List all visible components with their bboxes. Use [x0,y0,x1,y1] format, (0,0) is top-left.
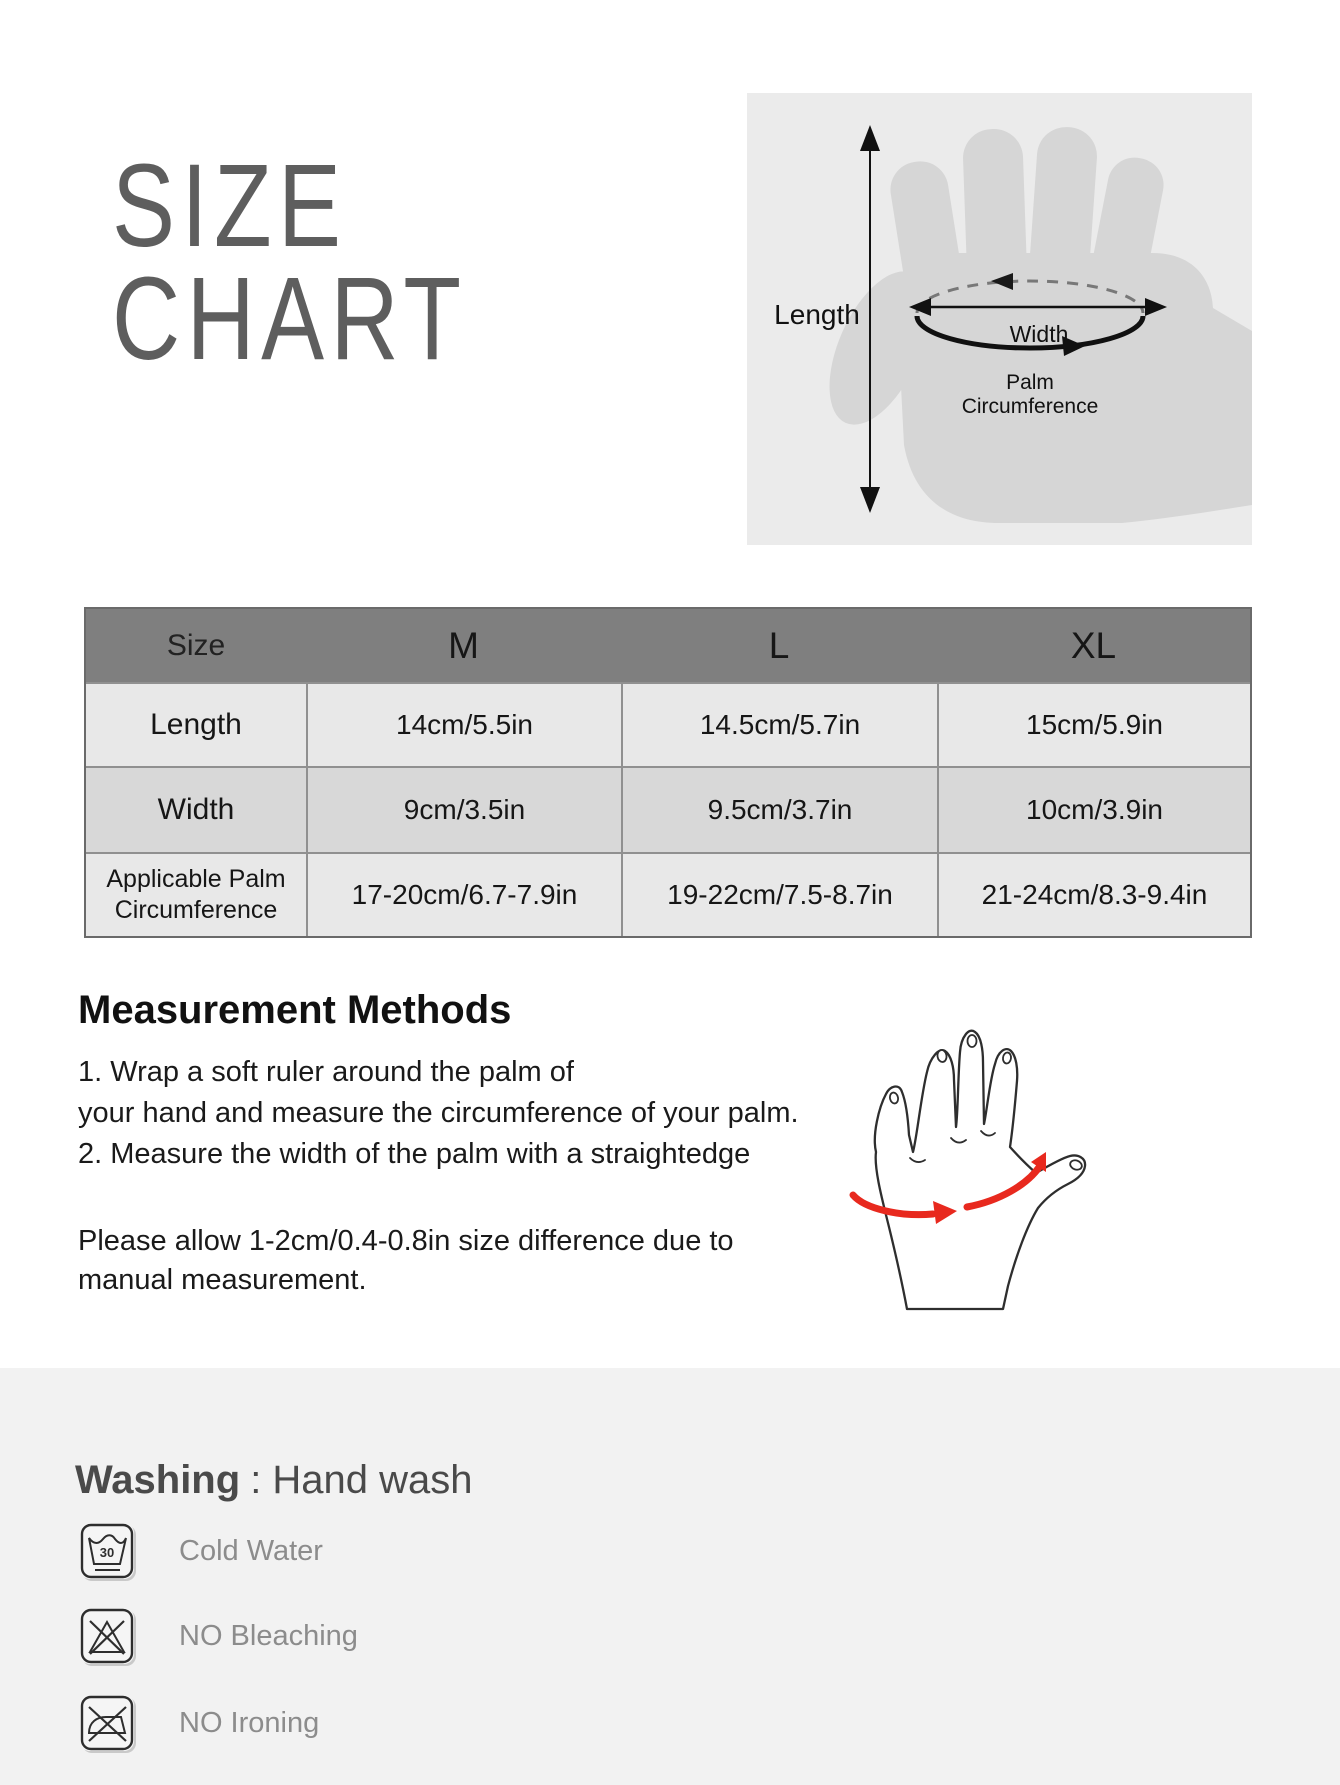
table-cell-palm-m: 17-20cm/6.7-7.9in [306,852,621,936]
care-label-no-bleaching: NO Bleaching [179,1619,358,1652]
measurement-note-line2: manual measurement. [78,1264,367,1296]
care-item-no-ironing [80,1695,319,1751]
table-row-label-width: Width [86,766,306,852]
care-label-cold-water: Cold Water [179,1534,323,1567]
measurement-methods-heading: Measurement Methods [78,988,512,1032]
size-table-header-m: M [306,609,621,682]
no-iron-icon [80,1695,134,1751]
table-cell-palm-xl: 21-24cm/8.3-9.4in [937,852,1250,936]
measurement-note-line1: Please allow 1-2cm/0.4-0.8in size difference due to [78,1225,734,1257]
length-label: Length [774,299,860,330]
care-item-no-bleaching [80,1608,358,1664]
table-cell-palm-l: 19-22cm/7.5-8.7in [621,852,937,936]
care-label-no-ironing: NO Ironing [179,1706,320,1739]
table-row-label-length: Length [86,682,306,766]
table-cell-length-xl: 15cm/5.9in [937,682,1250,766]
table-cell-width-m: 9cm/3.5in [306,766,621,852]
size-table-header-xl: XL [937,609,1250,682]
care-item-cold-water [80,1523,323,1579]
size-table-header-l: L [621,609,937,682]
measurement-steps [78,1052,799,1175]
washing-heading-label: Washing [75,1458,241,1502]
washing-heading-value: : Hand wash [250,1458,473,1502]
size-table [84,607,1252,938]
washing-heading [75,1458,473,1503]
table-cell-width-xl: 10cm/3.9in [937,766,1250,852]
palm-circumference-label-line2: Circumference [961,395,1099,418]
wash-temperature-badge: 30 [99,1545,115,1560]
glove-diagram-panel [747,93,1252,545]
hand-outline [875,1031,1085,1309]
page-title-line2: CHART [112,253,468,385]
measurement-step-2: 2. Measure the width of the palm with a straightedge [78,1138,751,1170]
no-bleach-icon [80,1608,134,1664]
hand-measure-illustration [755,955,1125,1321]
palm-circumference-label-line1: Palm [1006,371,1054,394]
glove-diagram [747,93,1252,545]
table-cell-width-l: 9.5cm/3.7in [621,766,937,852]
size-table-header-size: Size [86,609,306,682]
table-cell-length-l: 14.5cm/5.7in [621,682,937,766]
table-cell-length-m: 14cm/5.5in [306,682,621,766]
width-label: Width [1009,321,1069,347]
measurement-note [78,1222,734,1300]
measurement-step-1: 1. Wrap a soft ruler around the palm of [78,1056,574,1088]
table-row-label-palm-circumference: Applicable Palm Circumference [86,852,306,936]
page-title-line1: SIZE [112,140,348,272]
wash-30-icon [80,1523,134,1579]
page-title [112,140,468,385]
measurement-step-1b: your hand and measure the circumference of your palm. [78,1097,799,1129]
